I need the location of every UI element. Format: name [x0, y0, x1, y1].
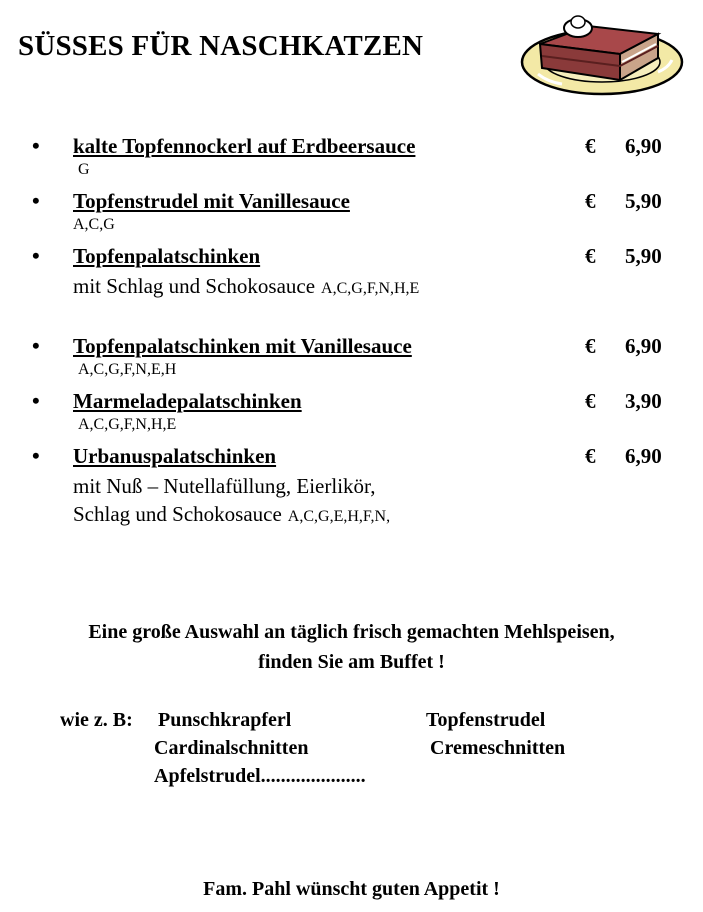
example-item: Cardinalschnitten: [154, 737, 309, 759]
bullet: •: [32, 443, 40, 468]
page-title: SÜSSES FÜR NASCHKATZEN: [18, 30, 424, 62]
item-price: 6,90: [625, 134, 662, 158]
buffet-line: finden Sie am Buffet !: [258, 651, 445, 673]
example-item: Topfenstrudel: [426, 709, 546, 731]
currency-symbol: €: [585, 389, 596, 413]
bullet: •: [32, 243, 40, 268]
item-allergens: A,C,G: [73, 216, 115, 233]
item-allergens: A,C,G,F,N,E,H: [78, 361, 177, 378]
closing-note: Fam. Pahl wünscht guten Appetit !: [203, 878, 500, 900]
item-name: kalte Topfennockerl auf Erdbeersauce: [73, 134, 416, 158]
item-price: 3,90: [625, 389, 662, 413]
currency-symbol: €: [585, 244, 596, 268]
item-description: [73, 273, 419, 302]
description-text: Schlag und Schokosauce: [73, 502, 282, 526]
bullet: •: [32, 388, 40, 413]
item-allergens: A,C,G,F,N,H,E: [321, 280, 420, 297]
item-name: Urbanuspalatschinken: [73, 444, 277, 468]
item-price: 5,90: [625, 244, 662, 268]
example-item: Punschkrapferl: [158, 709, 292, 731]
item-description: [73, 501, 390, 530]
buffet-note: [0, 617, 703, 677]
item-allergens: G: [78, 161, 90, 178]
item-price: 6,90: [625, 334, 662, 358]
currency-symbol: €: [585, 189, 596, 213]
item-allergens: A,C,G,F,N,H,E: [78, 416, 177, 433]
example-item: Cremeschnitten: [430, 737, 566, 759]
currency-symbol: €: [585, 134, 596, 158]
examples-prefix: wie z. B:: [60, 709, 133, 731]
item-price: 6,90: [625, 444, 662, 468]
item-price: 5,90: [625, 189, 662, 213]
currency-symbol: €: [585, 444, 596, 468]
bullet: •: [32, 188, 40, 213]
description-text: mit Schlag und Schokosauce: [73, 274, 316, 298]
cake-slice-icon: [518, 4, 690, 100]
item-name: Marmeladepalatschinken: [73, 389, 302, 413]
item-name: Topfenpalatschinken: [73, 244, 261, 268]
bullet: •: [32, 133, 40, 158]
example-item: Apfelstrudel.....................: [154, 765, 366, 787]
item-description: mit Nuß – Nutellafüllung, Eierlikör,: [73, 474, 376, 498]
item-allergens: A,C,G,E,H,F,N,: [287, 508, 391, 525]
item-name: Topfenstrudel mit Vanillesauce: [73, 189, 350, 213]
item-name: Topfenpalatschinken mit Vanillesauce: [73, 334, 412, 358]
buffet-line: Eine große Auswahl an täglich frisch gemachten Mehlspeisen,: [88, 621, 615, 643]
currency-symbol: €: [585, 334, 596, 358]
bullet: •: [32, 333, 40, 358]
